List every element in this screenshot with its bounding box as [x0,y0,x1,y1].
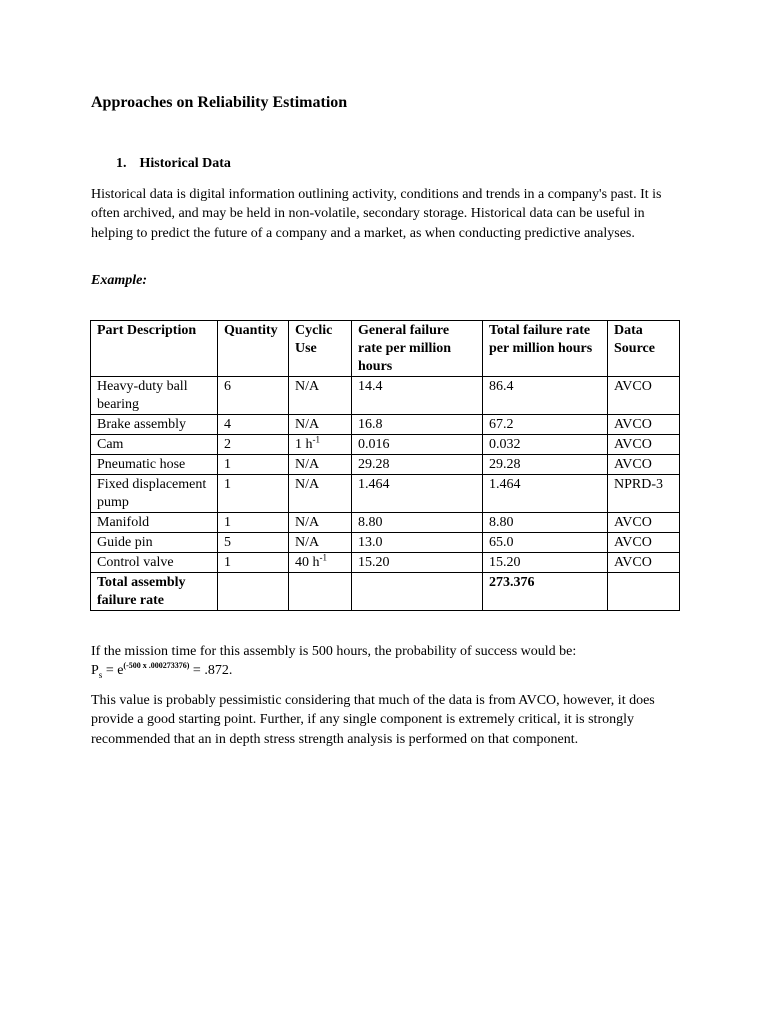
cell-quantity [218,533,289,553]
cell-cyclic-use [289,513,352,533]
document-title: Approaches on Reliability Estimation [91,94,348,111]
mission-paragraph: If the mission time for this assembly is 500 hours, the probability of success would be: [91,644,577,659]
table-cell [218,573,289,611]
table-total-row [91,573,680,611]
cell-total-failure-rate [483,553,608,573]
cell-general-failure-rate-text: 0.016 [358,437,390,452]
cell-part-description [91,377,218,415]
cell-general-failure-rate [352,377,483,415]
table-cell [608,573,680,611]
example-label: Example: [91,273,147,288]
cell-data-source-text: AVCO [614,535,652,550]
cell-quantity-text: 1 [224,477,231,492]
formula-exponent: (-500 x .000273376) [123,661,190,670]
cell-total-failure-rate-text: 29.28 [489,457,521,472]
cell-general-failure-rate [352,553,483,573]
cell-general-failure-rate [352,415,483,435]
cell-data-source [608,553,680,573]
cell-data-source [608,513,680,533]
total-value: 273.376 [483,573,608,611]
cell-cyclic-use-text: N/A [295,535,320,550]
cell-total-failure-rate [483,455,608,475]
cell-part-description-text: Heavy-duty ball bearing [97,379,188,412]
table-cell [352,573,483,611]
cell-general-failure-rate-text: 8.80 [358,515,383,530]
table-header-row [91,321,680,377]
cell-cyclic-use [289,415,352,435]
cell-total-failure-rate-text: 65.0 [489,535,514,550]
formula-equals: = e [102,663,124,678]
cell-quantity-text: 1 [224,515,231,530]
table-row [91,533,680,553]
cell-quantity [218,455,289,475]
cell-total-failure-rate [483,513,608,533]
cell-quantity [218,415,289,435]
cyclic-exponent: -1 [319,552,327,563]
cell-total-failure-rate [483,377,608,415]
cell-data-source-text: AVCO [614,515,652,530]
header-quantity: Quantity [218,321,289,377]
table-cell [289,573,352,611]
table-row [91,455,680,475]
cell-quantity [218,377,289,415]
cell-part-description [91,415,218,435]
cell-data-source-text: AVCO [614,457,652,472]
header-cyclic-use: Cyclic Use [289,321,352,377]
failure-rate-table [90,320,680,611]
cell-data-source [608,415,680,435]
cell-cyclic-use [289,435,352,455]
cell-cyclic-use [289,475,352,513]
formula-lhs-subscript: s [98,669,103,680]
cell-cyclic-use [289,377,352,415]
cell-quantity-text: 2 [224,437,231,452]
cell-part-description-text: Cam [97,437,124,452]
cell-total-failure-rate [483,533,608,553]
cell-part-description-text: Control valve [97,555,174,570]
cell-quantity-text: 5 [224,535,231,550]
cell-cyclic-use-text: N/A [295,379,320,394]
cell-cyclic-use-text: N/A [295,417,320,432]
header-part-description: Part Description [91,321,218,377]
cell-data-source [608,455,680,475]
cell-part-description [91,435,218,455]
cell-quantity-text: 1 [224,457,231,472]
cell-cyclic-use-text: 1 h [295,437,313,452]
cell-general-failure-rate [352,475,483,513]
total-label: Total assembly failure rate [91,573,218,611]
cyclic-exponent: -1 [312,434,320,445]
conclusion-paragraph: This value is probably pessimistic considering that much of the data is from AVCO, however, it does provide a good starting point. Further, if any single component is extremely critical, it is strongly recommended that an in depth stress strength analysis is performed on that component. [91,693,655,747]
cell-quantity [218,435,289,455]
cell-part-description [91,475,218,513]
cell-cyclic-use-text: 40 h [295,555,320,570]
table-row [91,435,680,455]
cell-data-source [608,435,680,455]
cell-total-failure-rate-text: 86.4 [489,379,514,394]
cell-general-failure-rate-text: 13.0 [358,535,383,550]
cell-quantity-text: 4 [224,417,231,432]
cell-part-description [91,533,218,553]
section-heading [116,156,231,172]
cell-data-source-text: AVCO [614,437,652,452]
cell-quantity [218,553,289,573]
cell-general-failure-rate [352,455,483,475]
cell-quantity [218,513,289,533]
cell-total-failure-rate-text: 0.032 [489,437,521,452]
cell-part-description [91,513,218,533]
cell-quantity-text: 6 [224,379,231,394]
cell-part-description [91,553,218,573]
cell-cyclic-use-text: N/A [295,515,320,530]
formula-result: = .872. [189,663,233,678]
cell-general-failure-rate [352,435,483,455]
cell-general-failure-rate-text: 15.20 [358,555,390,570]
cell-part-description [91,455,218,475]
cell-part-description-text: Pneumatic hose [97,457,186,472]
cell-data-source [608,475,680,513]
cell-general-failure-rate-text: 1.464 [358,477,390,492]
cell-general-failure-rate-text: 29.28 [358,457,390,472]
cell-part-description-text: Manifold [97,515,150,530]
header-data-source: Data Source [608,321,680,377]
cell-total-failure-rate-text: 15.20 [489,555,521,570]
cell-part-description-text: Brake assembly [97,417,187,432]
cell-cyclic-use [289,553,352,573]
cell-total-failure-rate [483,415,608,435]
cell-cyclic-use-text: N/A [295,477,320,492]
cell-general-failure-rate [352,533,483,553]
cell-total-failure-rate [483,475,608,513]
cell-data-source-text: AVCO [614,555,652,570]
probability-formula [91,661,232,685]
cell-data-source [608,377,680,415]
cell-data-source-text: AVCO [614,379,652,394]
table-row [91,377,680,415]
table-row [91,513,680,533]
section-title: Historical Data [139,156,231,171]
cell-total-failure-rate-text: 8.80 [489,515,514,530]
table-row [91,415,680,435]
cell-quantity [218,475,289,513]
cell-general-failure-rate-text: 16.8 [358,417,383,432]
cell-data-source [608,533,680,553]
cell-cyclic-use [289,455,352,475]
intro-paragraph: Historical data is digital information outlining activity, conditions and trends in a company's past. It is often archived, and may be held in non-volatile, secondary storage. Historical data can be useful in helping to predict the future of a company and a market, as when conducting predictive analyses. [91,187,662,241]
cell-total-failure-rate-text: 67.2 [489,417,514,432]
cell-general-failure-rate-text: 14.4 [358,379,383,394]
section-number: 1. [116,156,127,171]
cell-part-description-text: Guide pin [97,535,153,550]
cell-part-description-text: Fixed displacement pump [97,477,207,510]
formula-lhs: P [91,663,99,678]
table-row [91,553,680,573]
cell-total-failure-rate-text: 1.464 [489,477,521,492]
cell-data-source-text: AVCO [614,417,652,432]
header-total-failure-rate: Total failure rate per million hours [483,321,608,377]
cell-quantity-text: 1 [224,555,231,570]
cell-cyclic-use [289,533,352,553]
cell-total-failure-rate [483,435,608,455]
cell-cyclic-use-text: N/A [295,457,320,472]
cell-general-failure-rate [352,513,483,533]
cell-data-source-text: NPRD-3 [614,477,664,492]
table-row [91,475,680,513]
header-general-failure-rate: General failure rate per million hours [352,321,483,377]
